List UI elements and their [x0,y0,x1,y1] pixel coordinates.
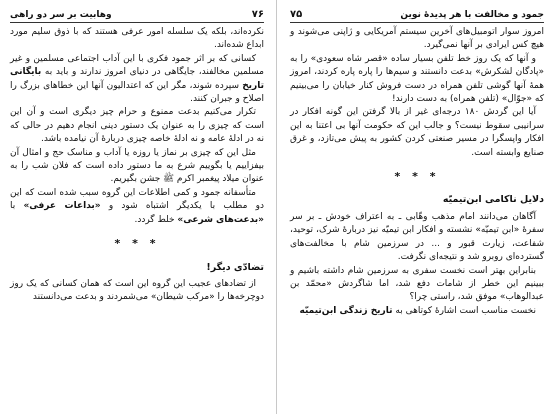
right-page-title: جمود و مخالفت با هر پدیدهٔ نوین [400,10,544,20]
right-paragraph-2: و آنها که یک روز خط تلفن بسیار ساده «قصر شاه سعودی» را به «پادگان لشکرش» بدعت دانستند و سیم‌ها را پاره پاره کردند، امروز همهٔ آنها گوشی تلفن همراه در دست فروش کنار خیابان را می‌بینیم که «جوّال» (تلفن همراه) به دست دارند! [290,53,544,105]
right-section-paragraph-2: بنابراین بهتر است نخست سفری به سرزمین شام داشته باشیم و ببینیم این خطر از شامات دفع شد، اما شاگردش «محمّد بن عبدالوهاب» موفق شد، راستی چرا؟ [290,265,544,303]
left-page-header [10,4,264,23]
left-section-heading: تضادّی دیگر! [206,261,264,273]
right-paragraph-1: امروز سوار اتومبیل‌های آخرین سیستم آمریکایی و ژاپنی می‌شوند و هیچ کس ایرادی بر آنها نمی‌گیرد. [290,27,544,51]
right-page-header [290,4,544,23]
left-bold-archive: بایگانی تاریخ [10,67,264,91]
left-page [0,0,277,414]
left-paragraph-5: متأسفانه جمود و کمی اطلاعات این گروه سبب شده است که این دو مطلب با یکدیگر اشتباه شود و «بداعات عرفی» با «بدعت‌های شرعی» خلط گردد. [10,187,264,225]
right-section-paragraph-1: آگاهان می‌دانند امام مذهب وهّابی ـ به اعتراف خودش ـ بر سر سفرهٔ «ابن تیمیّه» نشسته و افکار ابن تیمیّه نیز دربارهٔ شرک، توحید، شفاعت، زیارت قبور و ... در سرزمین شام با مخالفت‌های گسترده‌ای روبرو شد و نتیجه‌ای نگرفت. [290,211,544,263]
right-page [280,0,556,414]
left-paragraph-4: مثل این که چیزی بر نماز یا روزه یا آداب و مناسک حج و امثال آن بیفزاییم یا بگوییم شرع به ما دستور داده است که فلان شب را به عنوان میلاد پیغمبر اکرم ﷺ جشن بگیریم. [10,147,264,185]
left-section-paragraph: از تضادهای عجیب این گروه این است که همان کسانی که یک روز دوچرخه‌ها را «مرکب شیطان» می‌شمردند و بدعت می‌دانستند [10,278,264,303]
right-page-body [290,26,544,318]
right-bold-history: تاریخ زندگی ابن‌تیمیّه [299,305,393,316]
left-paragraph-2: کسانی که بر اثر جمود فکری با این آداب اجتماعی مسلمین و غیر مسلمین مخالفند، جایگاهی در دنیای امروز ندارند و باید به بایگانی تاریخ سپرده شوند، مگر این که اعتدالیون آنها این خطاهای بزرگ را اصلاح و جبران کنند. [10,53,264,105]
right-section-heading: دلایل ناکامی ابن‌تیمیّه [442,194,544,206]
left-section-divider: * * * [114,237,160,251]
left-paragraph-1: نکرده‌اند، بلکه یک سلسله امور عرفی هستند که با ذوق سلیم مورد ابداع شده‌اند. [10,27,264,51]
left-paragraph-3: تکرار می‌کنیم بدعت ممنوع و حرام چیز دیگری است و آن این است که چیزی را به عنوان یک دستور دینی انجام دهیم در حالی که نه در ادلهٔ عامه و نه ادلهٔ خاصه چیزی دربارهٔ آن نیامده باشد. [10,107,264,145]
right-page-number: ۷۵ [290,9,303,20]
right-section-divider: * * * [394,170,440,184]
left-page-body [10,26,264,305]
left-page-number: ۷۶ [251,9,264,20]
right-paragraph-3: آیا این گردش ۱۸۰ درجه‌ای غیر از بالا گرفتن این گونه افکار در سرانیبی سقوط نیست؟ و جالب این که حکومت آنها بی اعتنا به این افکار واپسگرا در مسیر صنعتی کردن کشور به پیش می‌تازد، و غرق صنایع وابسته است. [290,107,544,158]
right-last-line: نخست مناسب است اشارهٔ کوتاهی به تاریخ زندگی ابن‌تیمیّه [299,305,536,316]
left-page-title: وهابیت بر سر دو راهی [10,10,112,20]
